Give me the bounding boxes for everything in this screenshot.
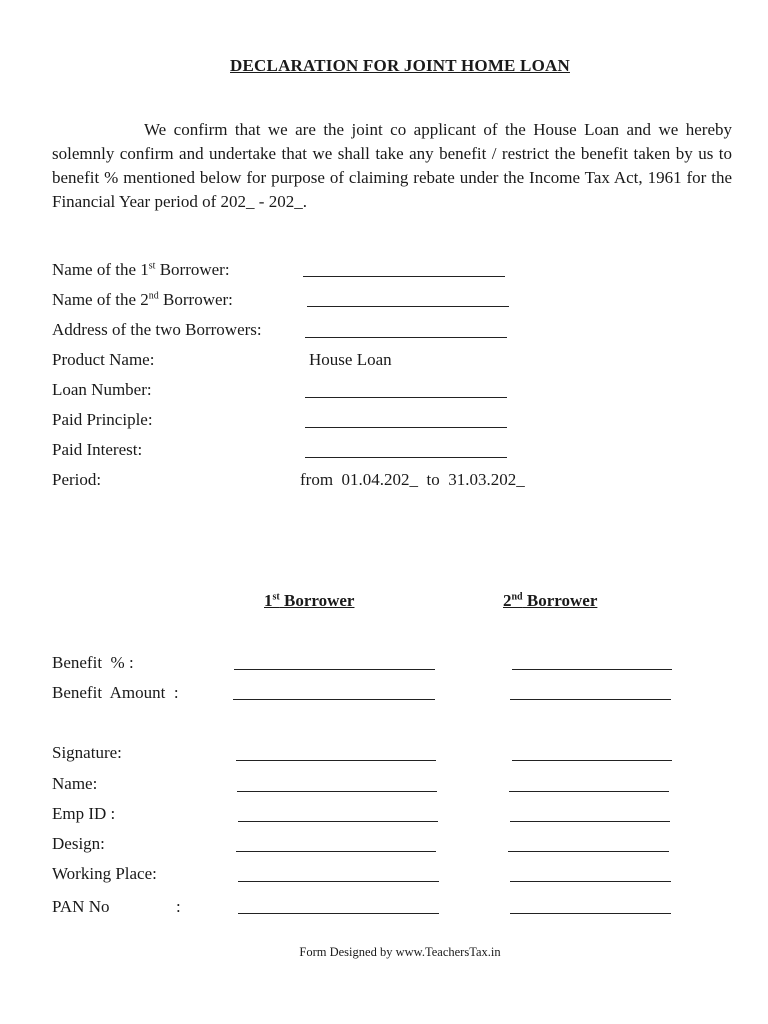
working-place-line-borrower2[interactable] <box>510 881 671 882</box>
benefit-amount-label: Benefit Amount : <box>52 683 179 702</box>
borrower2-blank-line[interactable] <box>307 306 509 307</box>
emp-id-line-borrower1[interactable] <box>238 821 438 822</box>
column-header-borrower1: 1st Borrower <box>264 591 355 610</box>
pan-line-borrower1[interactable] <box>238 913 439 914</box>
pan-line-borrower2[interactable] <box>510 913 671 914</box>
benefit-amount-line-borrower2[interactable] <box>510 699 671 700</box>
benefit-percent-label: Benefit % : <box>52 653 134 672</box>
emp-id-label: Emp ID : <box>52 804 116 823</box>
paid-interest-blank-line[interactable] <box>305 457 507 458</box>
loan-number-label: Loan Number: <box>52 380 152 399</box>
product-label: Product Name: <box>52 350 155 369</box>
pan-label: PAN No <box>52 897 110 916</box>
period-value: from 01.04.202_ to 31.03.202_ <box>300 470 525 489</box>
benefit-percent-line-borrower2[interactable] <box>512 669 672 670</box>
loan-number-blank-line[interactable] <box>305 397 507 398</box>
signature-label: Signature: <box>52 743 122 762</box>
product-value: House Loan <box>309 350 392 369</box>
benefit-amount-line-borrower1[interactable] <box>233 699 435 700</box>
benefit-percent-line-borrower1[interactable] <box>234 669 435 670</box>
signature-line-borrower2[interactable] <box>512 760 672 761</box>
signature-line-borrower1[interactable] <box>236 760 436 761</box>
paid-principle-blank-line[interactable] <box>305 427 507 428</box>
paid-principle-label: Paid Principle: <box>52 410 153 429</box>
working-place-label: Working Place: <box>52 864 157 883</box>
name-line-borrower1[interactable] <box>237 791 437 792</box>
footer-credit: Form Designed by www.TeachersTax.in <box>299 945 501 959</box>
emp-id-line-borrower2[interactable] <box>510 821 670 822</box>
declaration-paragraph: We confirm that we are the joint co applicant of the House Loan and we hereby solemnly confirm and undertake that we shall take any benefit / restrict the benefit taken by us to benefit % mentioned below for purpose of claiming rebate under the Income Tax Act, 1961 for the Financial Year period of 202_ - 202_. <box>52 120 732 211</box>
pan-colon: : <box>176 897 181 916</box>
borrower2-label: Name of the 2nd Borrower: <box>52 290 233 309</box>
borrower1-label: Name of the 1st Borrower: <box>52 260 230 279</box>
column-header-borrower2: 2nd Borrower <box>503 591 598 610</box>
borrower1-blank-line[interactable] <box>303 276 505 277</box>
name-line-borrower2[interactable] <box>509 791 669 792</box>
address-label: Address of the two Borrowers: <box>52 320 262 339</box>
design-line-borrower1[interactable] <box>236 851 436 852</box>
design-line-borrower2[interactable] <box>508 851 669 852</box>
design-label: Design: <box>52 834 105 853</box>
document-title: DECLARATION FOR JOINT HOME LOAN <box>230 56 570 75</box>
working-place-line-borrower1[interactable] <box>238 881 439 882</box>
name-label: Name: <box>52 774 98 793</box>
paid-interest-label: Paid Interest: <box>52 440 143 459</box>
address-blank-line[interactable] <box>305 337 507 338</box>
period-label: Period: <box>52 470 102 489</box>
